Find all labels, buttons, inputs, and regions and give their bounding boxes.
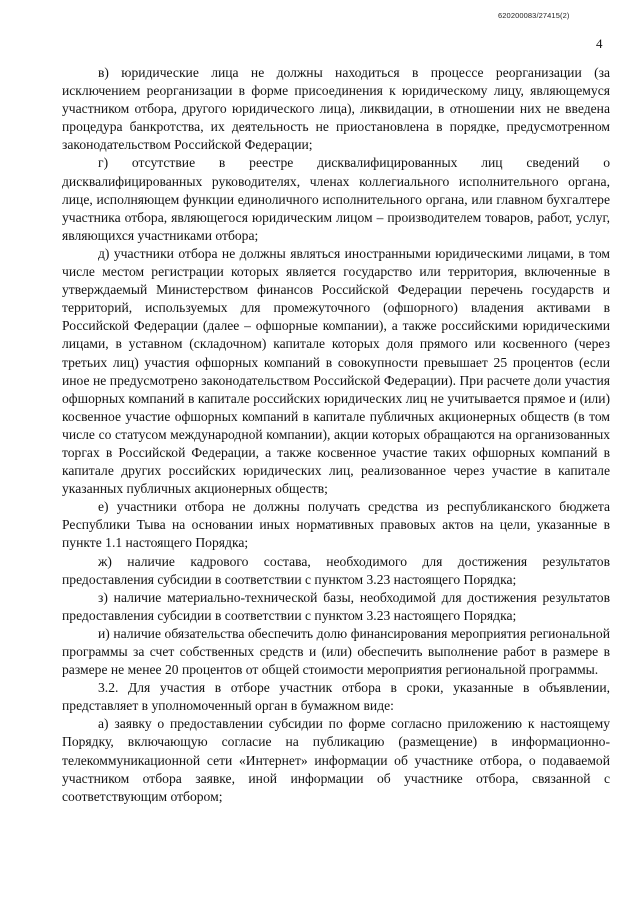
paragraph-a: а) заявку о предоставлении субсидии по форме согласно приложению к настоящему Порядку, включающую согласие на публикацию (размещение) в информационно-телекоммуникационной сети «Интернет» информации об участнике отбора, о подаваемой участником отбора заявке, иной информации об участнике отбора, связанной с соответствующим отбором; <box>62 716 610 804</box>
paragraph-zh: ж) наличие кадрового состава, необходимого для достижения результатов предоставления субсидии в соответствии с пунктом 3.23 настоящего Порядка; <box>62 553 610 587</box>
paragraph-i: и) наличие обязательства обеспечить долю финансирования мероприятия региональной программы за счет собственных средств и (или) обеспечить выполнение работ в размере в размере не менее 20 процентов от общей стоимости мероприятия региональной программы. <box>62 625 610 678</box>
page-number: 4 <box>596 36 603 51</box>
paragraph-z: з) наличие материально-технической базы, необходимой для достижения результатов предоставления субсидии в соответствии с пунктом 3.23 настоящего Порядка; <box>62 589 610 623</box>
paragraph-d: д) участники отбора не должны являться иностранными юридическими лицами, в том числе местом регистрации которых является государство или территория, включенные в утверждаемый Министерством финансов Российской Федерации перечень государств и территорий, используемых для промежуточного (офшорного) владения активами в Российской Федерации (далее – офшорные компании), а также российскими юридическими лицами, в уставном (складочном) капитале которых доля прямого или косвенного (через третьих лиц) участия офшорных компаний в совокупности превышает 25 процентов (если иное не предусмотрено законодательством Российской Федерации). При расчете доли участия офшорных компаний в капитале российских юридических лиц не учитывается прямое и (или) косвенное участие офшорных компаний в капитале публичных акционерных обществ (в том числе со статусом международной компании), акции которых обращаются на организованных торгах в Российской Федерации, а также косвенное участие таких офшорных компаний в капитале других российских юридических лиц, реализованное через участие в капитале указанных публичных акционерных обществ; <box>62 245 610 497</box>
paragraph-g: г) отсутствие в реестре дисквалифицированных лиц сведений о дисквалифицированных руководителях, членах коллегиального исполнительного органа, лице, исполняющем функции единоличного исполнительного органа, или главном бухгалтере участника отбора, являющегося юридическим лицом – производителем товаров, работ, услуг, являющихся участниками отбора; <box>62 155 610 243</box>
paragraph-3-2: 3.2. Для участия в отборе участник отбора в сроки, указанные в объявлении, представляет в уполномоченный орган в бумажном виде: <box>62 680 610 714</box>
paragraph-v: в) юридические лица не должны находиться в процессе реорганизации (за исключением реорганизации в форме присоединения к юридическому лицу, являющемуся участником отбора, другого юридического лица), ликвидации, в отношении них не введена процедура банкротства, их деятельность не приостановлена в порядке, предусмотренном законодательством Российской Федерации; <box>62 65 610 153</box>
paragraph-e: е) участники отбора не должны получать средства из республиканского бюджета Республики Тыва на основании иных нормативных правовых актов на цели, указанные в пункте 1.1 настоящего Порядка; <box>62 499 610 551</box>
body-text <box>62 64 610 806</box>
document-code: 620200083/27415(2) <box>498 11 570 20</box>
